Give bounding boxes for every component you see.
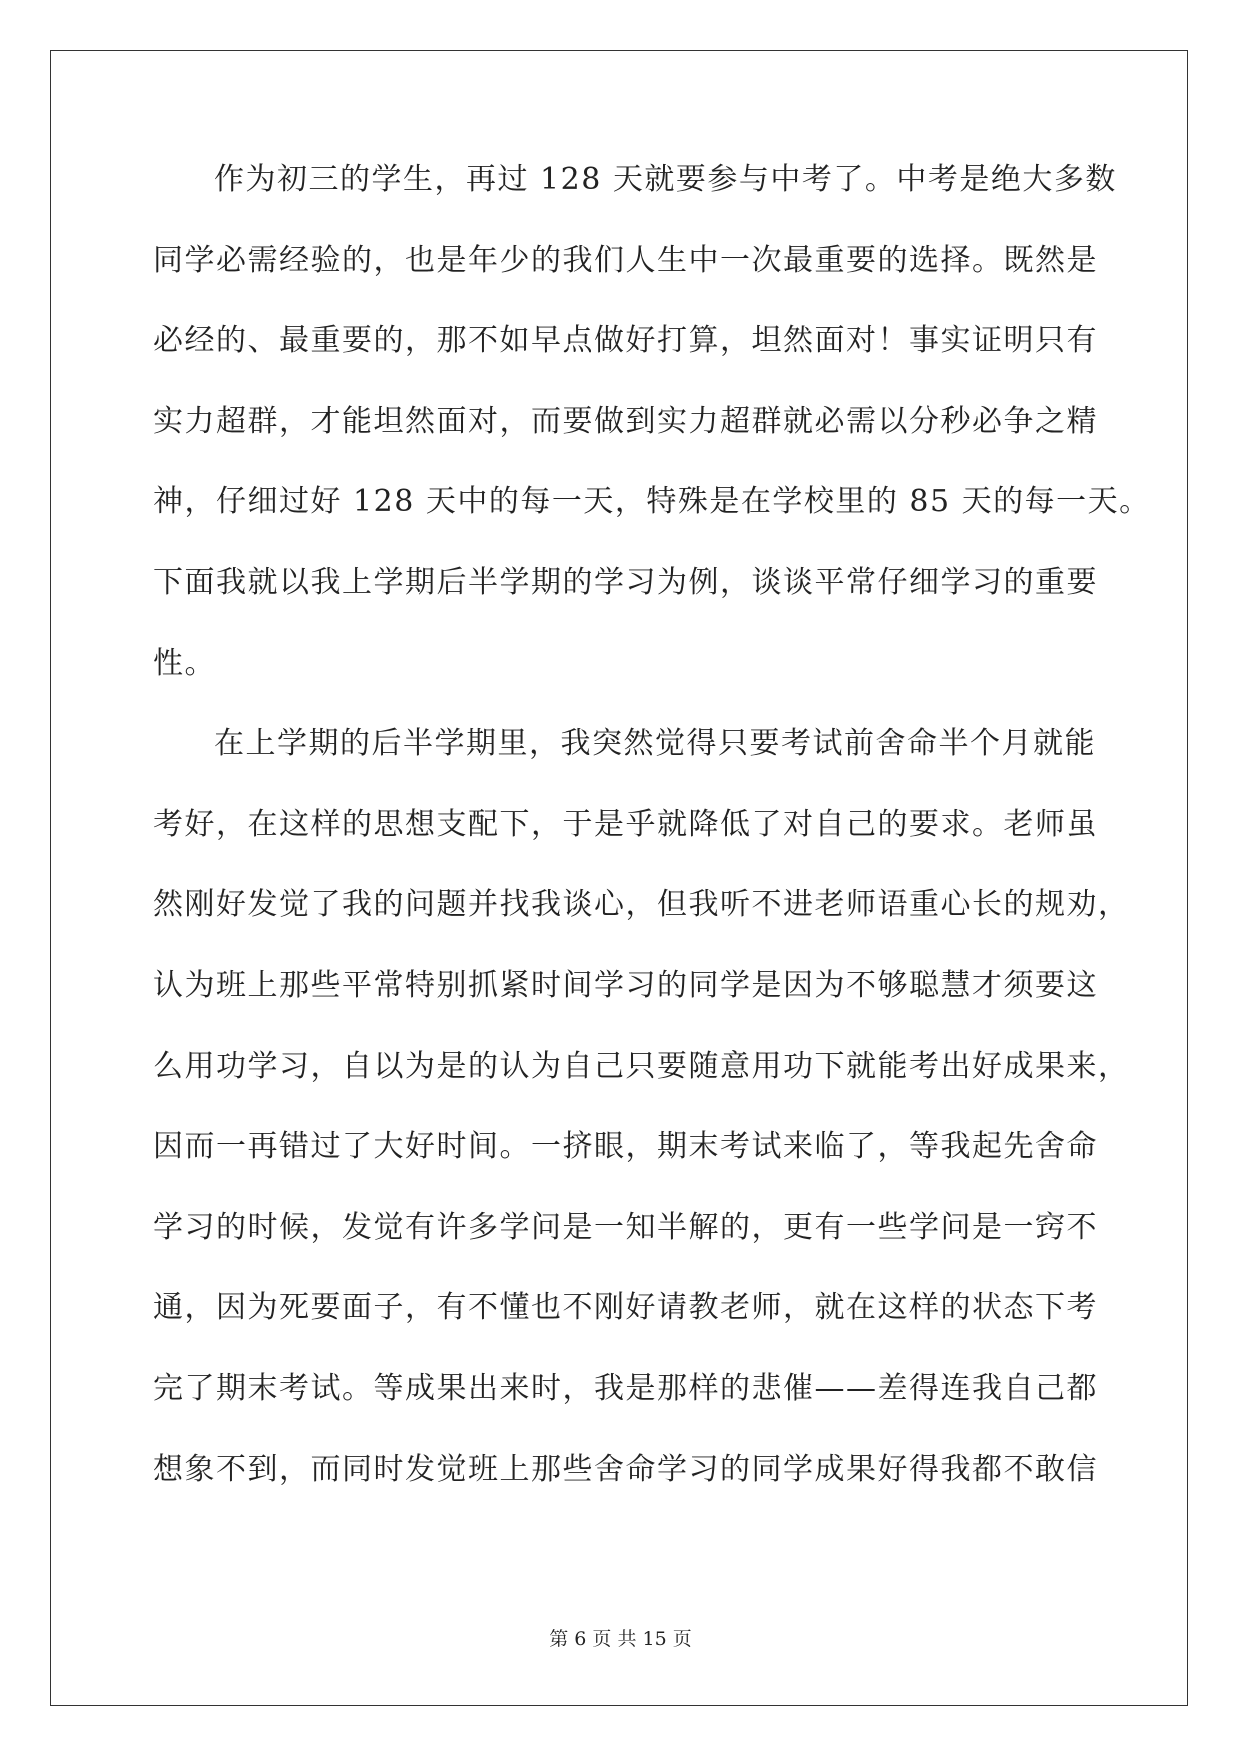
text-line-11: 认为班上那些平常特别抓紧时间学习的同学是因为不够聪慧才须要这: [153, 967, 1098, 1003]
text-line-10: 然刚好发觉了我的问题并找我谈心，但我听不进老师语重心长的规劝，: [153, 887, 1130, 923]
document-body: [153, 158, 1151, 1528]
text-line-3: 必经的、最重要的，那不如早点做好打算，坦然面对！事实证明只有: [153, 323, 1098, 359]
text-line-15: 通，因为死要面子，有不懂也不刚好请教老师，就在这样的状态下考: [153, 1290, 1098, 1326]
text-line-16: 完了期末考试。等成果出来时，我是那样的悲催——差得连我自己都: [153, 1370, 1098, 1406]
text-line-5: 神，仔细过好 128 天中的每一天，特殊是在学校里的 85 天的每一天。: [153, 484, 1151, 520]
text-line-13: 因而一再错过了大好时间。一挤眼，期末考试来临了，等我起先舍命: [153, 1129, 1098, 1165]
text-line-17: 想象不到，而同时发觉班上那些舍命学习的同学成果好得我都不敢信: [153, 1451, 1098, 1487]
text-line-14: 学习的时候，发觉有许多学问是一知半解的，更有一些学问是一窍不: [153, 1209, 1098, 1245]
page-footer: 第 6 页 共 15 页: [549, 1628, 692, 1650]
text-line-1: 作为初三的学生，再过 128 天就要参与中考了。中考是绝大多数: [214, 162, 1117, 197]
text-line-7: 性。: [153, 645, 216, 681]
text-line-2: 同学必需经验的，也是年少的我们人生中一次最重要的选择。既然是: [153, 242, 1098, 278]
text-line-6: 下面我就以我上学期后半学期的学习为例，谈谈平常仔细学习的重要: [153, 564, 1098, 600]
text-line-4: 实力超群，才能坦然面对，而要做到实力超群就必需以分秒必争之精: [153, 403, 1098, 439]
text-line-9: 考好，在这样的思想支配下，于是乎就降低了对自己的要求。老师虽: [153, 806, 1098, 842]
text-line-8: 在上学期的后半学期里，我突然觉得只要考试前舍命半个月就能: [214, 726, 1096, 762]
text-line-12: 么用功学习，自以为是的认为自己只要随意用功下就能考出好成果来，: [153, 1048, 1130, 1084]
